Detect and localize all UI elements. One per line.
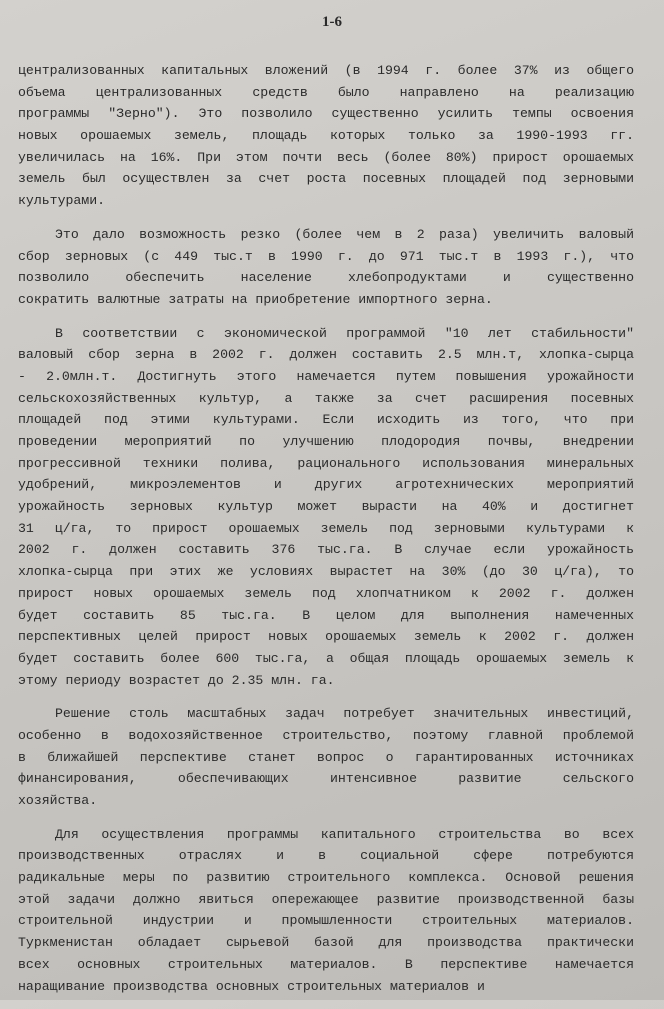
text-line: Это дало возможность резко (более чем в 2 раза) увеличить валовый — [55, 226, 634, 242]
text-line: объема централизованных средств было направлено на реализацию — [18, 84, 634, 100]
text-line: сельскохозяйственных культур, а также за счет расширения посевных — [18, 390, 634, 406]
text-line: в ближайшей перспективе станет вопрос о гарантированных источниках — [18, 749, 634, 765]
text-line: будет составить 85 тыс.га. В целом для выполнения намеченных — [18, 607, 634, 623]
body-text — [18, 60, 634, 1009]
text-line: увеличилась на 16%. При этом почти весь (более 80%) прирост орошаемых — [18, 149, 634, 165]
text-line: площадей под этими культурами. Если исходить из того, что при — [18, 412, 634, 428]
text-line: культурами. — [18, 193, 106, 209]
text-line: программы "Зерно"). Это позволило существенно усилить темпы освоения — [18, 106, 634, 122]
text-line: урожайность зерновых культур может вырасти на 40% и достигнет — [18, 499, 634, 515]
paragraph — [18, 703, 634, 811]
paragraph — [18, 323, 634, 692]
text-line: Решение столь масштабных задач потребует значительных инвестиций, — [55, 706, 634, 722]
text-line: - 2.0млн.т. Достигнуть этого намечается путем повышения урожайности — [18, 368, 634, 384]
text-line: радикальные меры по развитию строительного комплекса. Основой решения — [18, 870, 634, 886]
text-line: финансирования, обеспечивающих интенсивное развитие сельского — [18, 771, 634, 787]
text-line: всех основных строительных материалов. В перспективе намечается — [18, 956, 634, 972]
text-line: удобрений, микроэлементов и других агротехнических мероприятий — [18, 477, 634, 493]
text-line: новых орошаемых земель, площадь которых только за 1990-1993 гг. — [18, 128, 634, 144]
text-line: особенно в водохозяйственное строительство, поэтому главной проблемой — [18, 727, 634, 743]
paragraph — [18, 824, 634, 998]
text-line: земель был осуществлен за счет роста посевных площадей под зерновыми — [18, 171, 634, 187]
text-line: В соответствии с экономической программой "10 лет стабильности" — [55, 325, 634, 341]
text-line: прирост новых орошаемых земель под хлопчатником к 2002 г. должен — [18, 585, 634, 601]
text-line: производственных отраслях и в социальной сфере потребуются — [18, 848, 634, 864]
text-line: хлопка-сырца при этих же условиях вырастет на 30% (до 30 ц/га), то — [18, 564, 634, 580]
page-number: 1-6 — [322, 14, 342, 30]
text-line: хозяйства. — [18, 793, 98, 808]
text-line: 2002 г. должен составить 376 тыс.га. В случае если урожайность — [18, 542, 634, 558]
text-line: прогрессивной техники полива, рационального использования минеральных — [18, 455, 634, 471]
text-line: этой задачи должно явиться опережающее развитие производственной базы — [18, 891, 634, 907]
text-line: будет составить более 600 тыс.га, а общая площадь орошаемых земель к — [18, 650, 634, 666]
text-line: сократить валютные затраты на приобретение импортного зерна. — [18, 291, 493, 307]
text-line: наращивание производства основных строительных материалов и — [18, 978, 485, 994]
text-line: перспективных целей прирост новых орошаемых земель к 2002 г. должен — [18, 629, 634, 645]
paragraph — [18, 60, 634, 212]
text-line: проведении мероприятий по улучшению плодородия почвы, внедрении — [18, 434, 634, 449]
text-line: валовый сбор зерна в 2002 г. должен составить 2.5 млн.т, хлопка-сырца — [18, 347, 634, 363]
text-line: позволило обеспечить население хлебопродуктами и существенно — [18, 270, 634, 286]
text-line: 31 ц/га, то прирост орошаемых земель под зерновыми культурами к — [18, 520, 634, 536]
text-line: Для осуществления программы капитального строительства во всех — [55, 826, 634, 842]
text-line: сбор зерновых (с 449 тыс.т в 1990 г. до 971 тыс.т в 1993 г.), что — [18, 248, 634, 264]
text-line: Туркменистан обладает сырьевой базой для производства практически — [18, 935, 634, 951]
paragraph — [18, 224, 634, 311]
text-line: централизованных капитальных вложений (в 1994 г. более 37% из общего — [18, 63, 634, 78]
text-line: этому периоду возрастет до 2.35 млн. га. — [18, 672, 335, 688]
text-line: строительной индустрии и промышленности строительных материалов. — [18, 913, 634, 929]
